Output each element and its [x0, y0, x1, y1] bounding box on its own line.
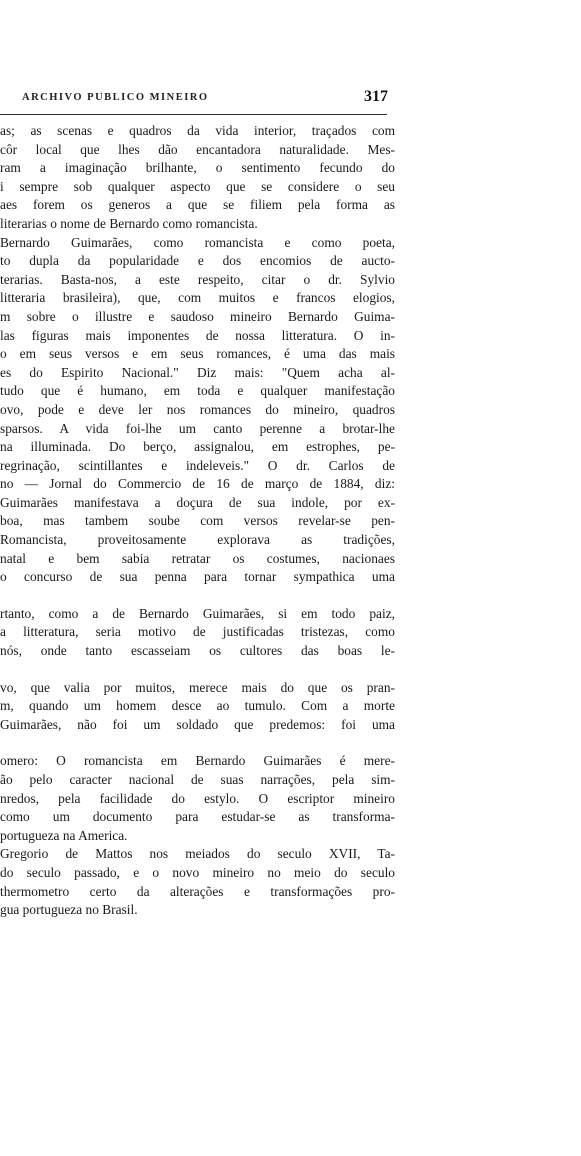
- text-line: aes forem os generos a que se filiem pela forma as: [0, 197, 395, 213]
- text-line: o em seus versos e em seus romances, é uma das mais: [0, 346, 395, 362]
- text-line: terarias. Basta-nos, a este respeito, citar o dr. Sylvio: [0, 271, 395, 287]
- text-line: to dupla da popularidade e dos encomios de aucto-: [0, 253, 395, 269]
- paragraph-gap: [0, 661, 395, 679]
- page-number: 317: [364, 88, 388, 105]
- text-line: ovo, pode e deve ler nos romances do mineiro, quadros: [0, 401, 395, 417]
- text-line: rtanto, como a de Bernardo Guimarães, si em todo paiz,: [0, 605, 395, 621]
- text-line: nredos, pela facilidade do estylo. O escriptor mineiro: [0, 790, 395, 806]
- text-line: as; as scenas e quadros da vida interior, traçados com: [0, 123, 395, 138]
- text-line: Guimarães, não foi um soldado que predemos: foi uma: [0, 716, 395, 732]
- text-line: vo, que valia por muitos, merece mais do que os pran-: [0, 679, 395, 695]
- text-line: thermometro certo da alterações e transformações pro-: [0, 883, 395, 899]
- text-line: las figuras mais imponentes de nossa litteratura. O in-: [0, 327, 395, 343]
- text-line: Romancista, proveitosamente explorava as tradições,: [0, 532, 395, 548]
- text-line: sparsos. A vida foi-lhe um canto perenne a brotar-lhe: [0, 420, 395, 436]
- text-line: côr local que lhes dão encantadora naturalidade. Mes-: [0, 141, 395, 157]
- text-line: portugueza na America.: [0, 827, 128, 843]
- text-line: ão pelo caracter nacional de suas narrações, pela sim-: [0, 772, 395, 787]
- text-line: ram a imaginação brilhante, o sentimento fecundo do: [0, 160, 395, 176]
- text-line: natal e bem sabia retratar os costumes, nacionaes: [0, 550, 395, 566]
- text-line: Guimarães manifestava a doçura de sua indole, por ex-: [0, 494, 395, 510]
- text-line: gua portugueza no Brasil.: [0, 902, 138, 918]
- body-text: [0, 122, 395, 920]
- text-line: m sobre o illustre e saudoso mineiro Bernardo Guima-: [0, 308, 395, 324]
- text-line: nós, onde tanto escasseiam os cultores das boas le-: [0, 643, 395, 659]
- text-line: tudo que é humano, em toda e qualquer manifestação: [0, 383, 395, 399]
- text-line: a litteratura, seria motivo de justificadas tristezas, como: [0, 624, 395, 640]
- text-line: o concurso de sua penna para tornar sympathica uma: [0, 569, 395, 585]
- text-line: litteraria brasileira), que, com muitos e francos elogios,: [0, 290, 395, 306]
- text-line: omero: O romancista em Bernardo Guimarães é mere-: [0, 753, 395, 769]
- text-line: literarias o nome de Bernardo como romancista.: [0, 215, 258, 231]
- header-rule: [0, 114, 387, 115]
- text-line: do seculo passado, e o novo mineiro no meio do seculo: [0, 864, 395, 880]
- text-line: regrinação, scintillantes e indeleveis." O dr. Carlos de: [0, 457, 395, 473]
- text-line: es do Espirito Nacional." Diz mais: "Quem acha al-: [0, 364, 395, 380]
- running-title: ARCHIVO PUBLICO MINEIRO: [22, 92, 209, 103]
- text-line: no — Jornal do Commercio de 16 de março de 1884, diz:: [0, 476, 395, 492]
- text-line: na illuminada. Do berço, assignalou, em estrophes, pe-: [0, 439, 395, 455]
- text-line: m, quando um homem desce ao tumulo. Com a morte: [0, 698, 395, 714]
- text-line: i sempre sob qualquer aspecto que se considere o seu: [0, 178, 395, 194]
- paragraph-gap: [0, 734, 395, 752]
- text-line: Gregorio de Mattos nos meiados do seculo XVII, Ta-: [0, 846, 395, 862]
- text-line: como um documento para estudar-se as transforma-: [0, 809, 395, 825]
- running-head: [22, 88, 388, 108]
- text-line: boa, mas tambem soube com versos revelar-se pen-: [0, 513, 395, 529]
- paragraph-gap: [0, 587, 395, 605]
- text-line: Bernardo Guimarães, como romancista e como poeta,: [0, 234, 395, 250]
